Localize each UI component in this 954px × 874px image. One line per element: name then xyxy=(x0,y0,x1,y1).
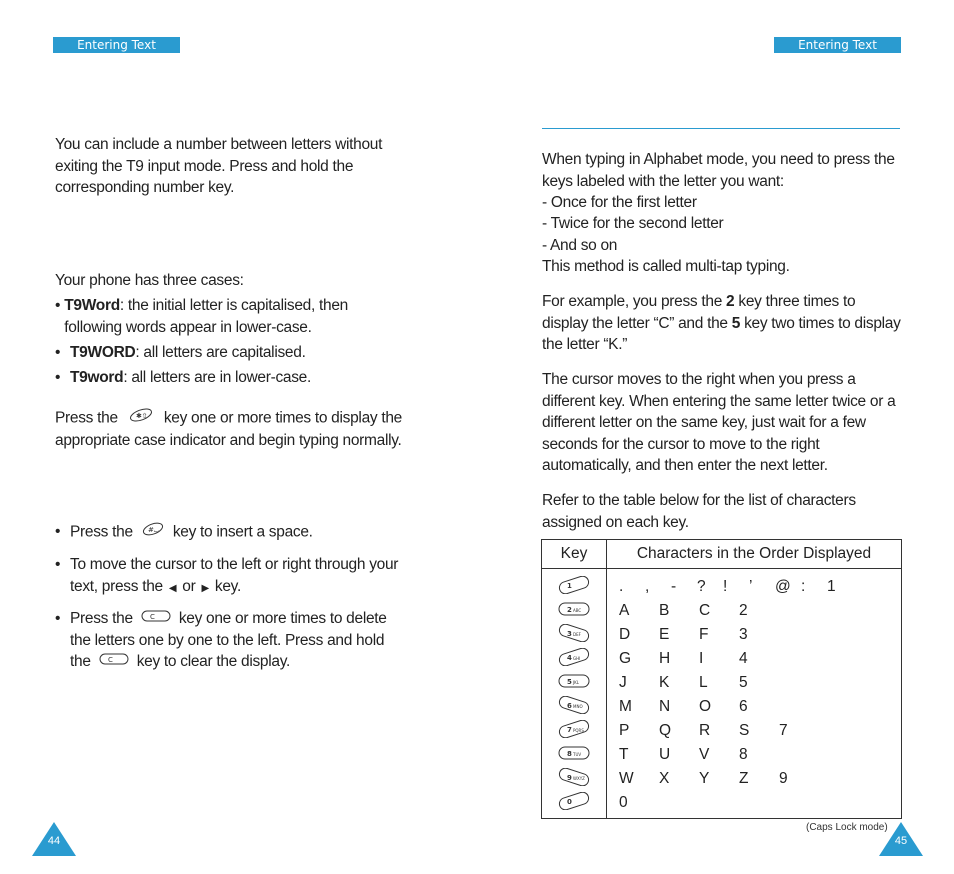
header-key: Key xyxy=(542,540,607,569)
character: 7 xyxy=(779,722,788,739)
example-paragraph xyxy=(542,291,904,356)
character: Z xyxy=(739,770,749,787)
keypad-key-icon xyxy=(557,576,591,594)
character: N xyxy=(659,698,671,715)
clear-key-icon xyxy=(99,651,129,673)
character: A xyxy=(619,602,630,619)
key-digit: 6 xyxy=(567,701,572,710)
key-letters: MNO xyxy=(573,703,583,709)
character: ? xyxy=(697,578,706,595)
key-cell xyxy=(542,695,607,719)
character: T xyxy=(619,746,629,763)
character: J xyxy=(619,674,627,691)
key-cell xyxy=(542,623,607,647)
key-cell xyxy=(542,719,607,743)
text: or xyxy=(182,577,196,595)
table-row xyxy=(542,791,902,819)
keypad-key-icon xyxy=(557,600,591,618)
multitap-note: This method is called multi-tap typing. xyxy=(542,258,790,275)
characters-cell xyxy=(607,569,902,600)
key-digit: 5 xyxy=(567,677,572,686)
character: O xyxy=(699,698,712,715)
character: 4 xyxy=(739,650,748,667)
character: 5 xyxy=(739,674,748,691)
keypad-key-icon xyxy=(557,720,591,738)
character: L xyxy=(699,674,708,691)
clear-key-icon xyxy=(141,608,171,630)
section-tab-left: Entering Text xyxy=(53,37,180,53)
character: U xyxy=(659,746,671,763)
table-row xyxy=(542,767,902,791)
text: key to insert a space. xyxy=(172,523,313,541)
page-number-right: 45 xyxy=(894,835,908,847)
key-digit: 0 xyxy=(567,797,572,806)
move-cursor-bullet: • To move the cursor to the left or right through your text, press the ◀ or ▶ key. xyxy=(55,556,399,595)
case-key-paragraph xyxy=(55,407,405,451)
table-row xyxy=(542,569,902,600)
key-letters: WXYZ xyxy=(573,775,585,781)
table-header-row xyxy=(542,540,902,569)
character: 3 xyxy=(739,626,748,643)
character: S xyxy=(739,722,750,739)
key-cell xyxy=(542,599,607,623)
character: 8 xyxy=(739,746,748,763)
text: For example, you press the xyxy=(542,293,723,310)
keypad-key-icon xyxy=(557,672,591,690)
text: key to clear the display. xyxy=(136,653,291,671)
table-row xyxy=(542,671,902,695)
table-row xyxy=(542,719,902,743)
space-bullet: • Press the #⌴ key to insert a space. xyxy=(55,521,405,544)
characters-cell xyxy=(607,743,902,767)
character: B xyxy=(659,602,670,619)
characters-cell xyxy=(607,623,902,647)
svg-text:C: C xyxy=(149,613,155,622)
svg-text:#⌴: #⌴ xyxy=(147,526,159,534)
character: H xyxy=(659,650,671,667)
page-number-left: 44 xyxy=(47,835,61,847)
character: W xyxy=(619,770,634,787)
key-cell xyxy=(542,743,607,767)
keypad-key-icon xyxy=(557,648,591,666)
character: M xyxy=(619,698,632,715)
character: 0 xyxy=(619,794,628,811)
text: Press the xyxy=(55,409,118,427)
keypad-key-icon xyxy=(557,624,591,642)
key-digit: 1 xyxy=(567,581,572,590)
character: D xyxy=(619,626,631,643)
key-letters: ABC xyxy=(573,607,582,613)
step-2: - Twice for the second letter xyxy=(542,215,724,232)
key-digit: 9 xyxy=(567,773,572,782)
section-tab-right: Entering Text xyxy=(774,37,901,53)
alphabet-intro: When typing in Alphabet mode, you need to press the keys labeled with the letter you want: xyxy=(542,151,895,190)
character: R xyxy=(699,722,711,739)
text: key one or more times to delete the letters one by one to the left. Press and hold the xyxy=(70,610,387,671)
characters-cell xyxy=(607,647,902,671)
character: ’ xyxy=(749,578,753,595)
star-shift-key-icon xyxy=(128,407,154,430)
character: @ xyxy=(775,578,791,595)
character: 1 xyxy=(827,578,836,595)
case-desc: : all letters are in lower-case. xyxy=(123,369,311,386)
section-rule xyxy=(542,128,900,129)
character: . xyxy=(619,578,624,595)
key-letters: DEF xyxy=(573,631,581,637)
left-arrow-icon: ◀ xyxy=(168,582,177,594)
table-row xyxy=(542,599,902,623)
text: key one or more times to display the appropriate case indicator and begin typing normally. xyxy=(55,409,402,449)
key-letters: JKL xyxy=(573,679,580,685)
header-characters: Characters in the Order Displayed xyxy=(607,540,902,569)
character: : xyxy=(801,578,806,595)
character: C xyxy=(699,602,711,619)
case-term: T9word xyxy=(70,369,124,386)
character: V xyxy=(699,746,710,763)
key-ref: 2 xyxy=(726,293,735,310)
hash-space-key-icon xyxy=(141,521,165,544)
key-digit: 2 xyxy=(567,605,572,614)
key-cell xyxy=(542,791,607,819)
step-3: - And so on xyxy=(542,237,618,254)
key-cell xyxy=(542,569,607,600)
key-character-table xyxy=(541,539,902,819)
table-row xyxy=(542,695,902,719)
key-letters: TUV xyxy=(573,751,582,757)
characters-cell xyxy=(607,767,902,791)
key-ref: 5 xyxy=(731,314,741,332)
keypad-key-icon xyxy=(557,768,591,786)
text: Press the xyxy=(70,610,133,627)
key-cell xyxy=(542,671,607,695)
character: 2 xyxy=(739,602,748,619)
table-row xyxy=(542,743,902,767)
character: Q xyxy=(659,722,672,739)
character: - xyxy=(671,578,677,595)
case-desc: : all letters are capitalised. xyxy=(135,344,306,361)
character: X xyxy=(659,770,670,787)
caps-lock-caption: (Caps Lock mode) xyxy=(806,822,888,833)
character: ! xyxy=(723,578,728,595)
key-cell xyxy=(542,767,607,791)
cursor-paragraph: The cursor moves to the right when you press a different key. When entering the same letter twice or a different letter on the same key, just wait for a few seconds for the cursor to move to the right automatically, and then enter the next letter. xyxy=(542,371,896,474)
text: To move the cursor to the left or right through your text, press the xyxy=(70,556,399,595)
case-term: T9Word xyxy=(64,297,120,314)
character: F xyxy=(699,626,709,643)
keypad-key-icon xyxy=(557,696,591,714)
character: 9 xyxy=(779,770,788,787)
delete-bullet: • Press the C key one or more times to delete the letters one by one to the left. Press and hold the C key to clear the display. xyxy=(55,608,405,673)
text: key two times to display the letter “K.” xyxy=(542,314,901,353)
key-digit: 7 xyxy=(567,725,572,734)
refer-paragraph: Refer to the table below for the list of characters assigned on each key. xyxy=(542,492,856,531)
svg-text:✱⇧: ✱⇧ xyxy=(135,412,147,420)
character: G xyxy=(619,650,632,667)
character: , xyxy=(645,578,650,595)
key-cell xyxy=(542,647,607,671)
step-1: - Once for the first letter xyxy=(542,194,697,211)
text: key. xyxy=(214,577,241,595)
cases-intro: Your phone has three cases: xyxy=(55,272,244,289)
case-item-1: • T9Word: the initial letter is capitalised, then following words appear in lower-case. xyxy=(55,297,348,336)
characters-cell xyxy=(607,719,902,743)
keypad-key-icon xyxy=(557,744,591,762)
character: 6 xyxy=(739,698,748,715)
character: E xyxy=(659,626,670,643)
characters-cell xyxy=(607,695,902,719)
text: key three times to display the letter “C” and the xyxy=(542,293,856,332)
svg-text:C: C xyxy=(107,656,113,665)
key-letters: PQRS xyxy=(573,727,584,733)
key-digit: 3 xyxy=(567,629,572,638)
case-item-2: • T9WORD: all letters are capitalised. xyxy=(55,344,306,361)
key-digit: 8 xyxy=(567,749,572,758)
number-in-t9-paragraph: You can include a number between letters without exiting the T9 input mode. Press and hold the corresponding number key. xyxy=(55,136,383,196)
character: K xyxy=(659,674,670,691)
character: I xyxy=(699,650,704,667)
right-arrow-icon: ▶ xyxy=(201,582,209,594)
case-item-3: • T9word: all letters are in lower-case. xyxy=(55,369,311,386)
characters-cell xyxy=(607,671,902,695)
characters-cell xyxy=(607,791,902,819)
case-term: T9WORD xyxy=(70,344,136,361)
key-digit: 4 xyxy=(567,653,572,662)
keypad-key-icon xyxy=(557,792,591,810)
character: P xyxy=(619,722,630,739)
table-row xyxy=(542,623,902,647)
case-desc: : the initial letter is capitalised, then following words appear in lower-case. xyxy=(64,297,348,336)
key-letters: GHI xyxy=(573,655,581,661)
table-row xyxy=(542,647,902,671)
text: Press the xyxy=(70,523,133,541)
characters-cell xyxy=(607,599,902,623)
character: Y xyxy=(699,770,710,787)
